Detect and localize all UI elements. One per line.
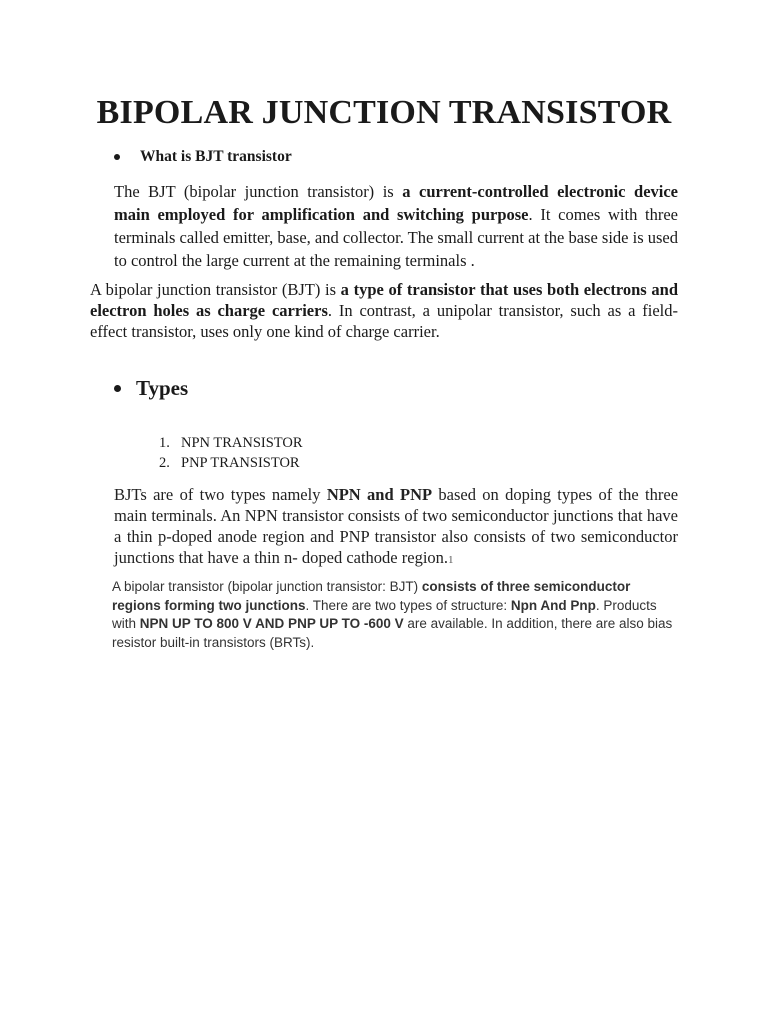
list-item bbox=[159, 433, 303, 453]
section-heading-what-is-bjt: What is BJT transistor bbox=[140, 148, 292, 165]
list-item-text: NPN TRANSISTOR bbox=[181, 435, 303, 451]
text-run: . In contrast, a unipolar transistor, such as a field-effect transistor, uses only one kind of charge carrier. bbox=[90, 301, 679, 341]
list-number: 1. bbox=[159, 435, 170, 451]
text-run: BJTs are of two types namely bbox=[114, 485, 327, 504]
text-run: A bipolar junction transistor (BJT) is bbox=[90, 280, 341, 299]
text-run: are available. In addition, there are also bias resistor built-in transistors (BRTs). bbox=[112, 616, 673, 650]
paragraph-bjt-structure bbox=[112, 578, 678, 652]
bullet-what-is-bjt bbox=[114, 148, 292, 166]
section-heading-types: Types bbox=[136, 376, 189, 400]
footnote-marker: 1 bbox=[448, 554, 454, 566]
paragraph-bjt-charge-carriers bbox=[90, 279, 678, 342]
bullet-dot-icon bbox=[114, 154, 120, 160]
text-run: . It comes with three terminals called emitter, base, and collector. The small current at the base side is used to control the large current at the remaining terminals . bbox=[114, 205, 679, 270]
text-run: based on doping types of the three main terminals. An NPN transistor consists of two semiconductor junctions that have a thin p-doped anode region and PNP transistor also consists of two semiconductor junctions that have a thin n- doped cathode region. bbox=[114, 485, 679, 567]
list-item bbox=[159, 453, 303, 473]
types-numbered-list bbox=[159, 433, 303, 473]
bullet-dot-icon bbox=[114, 385, 121, 392]
page-title: BIPOLAR JUNCTION TRANSISTOR bbox=[96, 94, 672, 131]
paragraph-bjt-types bbox=[114, 484, 678, 571]
bold-text-run: consists of three semiconductor regions forming two junctions bbox=[112, 579, 631, 613]
text-run: A bipolar transistor (bipolar junction transistor: BJT) bbox=[112, 579, 422, 594]
bold-text-run: NPN UP TO 800 V AND PNP UP TO -600 V bbox=[139, 616, 404, 631]
text-run: . There are two types of structure: bbox=[305, 597, 511, 613]
list-number: 2. bbox=[159, 455, 170, 471]
list-item-text: PNP TRANSISTOR bbox=[181, 455, 300, 471]
paragraph-bjt-definition bbox=[114, 180, 678, 272]
text-run: . Products with bbox=[112, 597, 657, 631]
text-run: The BJT (bipolar junction transistor) is bbox=[114, 182, 403, 201]
bold-text-run: a type of transistor that uses both electrons and electron holes as charge carriers bbox=[90, 280, 678, 320]
bold-text-run: NPN and PNP bbox=[326, 485, 433, 504]
bold-text-run: a current-controlled electronic device main employed for amplification and switching purpose bbox=[114, 182, 679, 224]
bullet-types bbox=[114, 376, 188, 401]
bold-text-run: Npn And Pnp bbox=[510, 597, 596, 613]
